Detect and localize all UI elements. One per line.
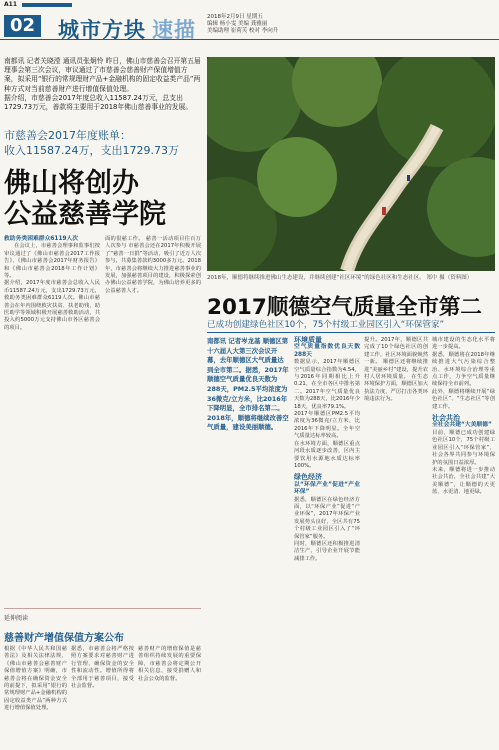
article1-lead: 南都讯 记者关晓滢 通讯员张炯怜 昨日，佛山市慈善会召开第五届理事会第三次会议，审议通过了市慈善会慈善财产保值增值方案，拟采用“银行的常规理财产品+金融机构的固定收益类产品”两种方式对当前慈善财产进行增值保值处理。 据介绍，市慈善会2017年度总收入11587.24万元，总支出1729.73万元，善款将主要用于2018年佛山慈善事业的发展。 (4, 57, 201, 112)
article1-subhead: 市慈善会2017年度账单： 收入11587.24万，支出1729.73万 (4, 129, 179, 157)
page-title (58, 14, 196, 44)
article2-lead: 南都讯 记者岑龙基 顺德区第十六届人大第三次会议开幕，去年顺德区大气质量达到全市第二。据悉，2017年顺德空气质量优良天数为288天，PM2.5平均浓度为36微克/立方米，比2016年下降明显，全市排名第二。2018年，顺德将继续改善空气质量，建设美丽顺德。 (207, 337, 289, 432)
social-sub: 全社会共建“大美顺德” (432, 422, 492, 429)
article3-title: 慈善财产增值保值方案公布 (4, 633, 124, 644)
social-text: 目前，顺德已成功创建绿色社区10个，75个村级工业园区引入“环保管家”，社会各界共同参与环境保护的氛围日益浓厚。 未来，顺德将进一步推动社会共治，全社会共建“大美顺德”，让顺德的天更蓝、水更清、地更绿。 (432, 429, 495, 496)
meta-editors: 编辑 杨小雯 美编 龚雅丽 (207, 21, 268, 27)
photo-caption: 2018年，顺德将继续推进佛山生态建设，并继续创建“社区环境”的绿色社区和生态社区。 郑中 摄（资料图） (207, 275, 473, 281)
extended-rule (4, 608, 201, 609)
article2-col-b: 提升。2017年，顺德区共完成了10个绿色社区的创建工作，社区环境面貌焕然一新。 顺德区还将继续推进“美丽乡村”建设，提升农村人居环境质量。 在生态环境保护方面，顺德区加大执法力度，严厉打击各类环境违法行为。 (364, 337, 428, 403)
meta-date: 2018年2月9日 星期五 (207, 14, 263, 20)
top-strip (0, 0, 499, 9)
env-text: 数据显示，2017年顺德区空气质量综合指数为4.54，与2016年同期相比上升0.21，在全市各区中排名第二。2017年空气质量优良天数为288天，比2016年少18天，优良率79.1%。 2017年顺德区PM2.5平均浓度为36微克/立方米，比2016年下降明显。全年空气质量达标率较高。 在水环境方面，顺德区重点河段水质逐步改善，区内主要饮用水源地水质达标率100%。 (294, 359, 360, 469)
col-c-text: 城市建设的生态化水平将进一步提高。 据悉，顺德将在2018年继续推进大气污染综合整治、水环境综合治理等重点工作，力争空气质量继续保持全市前列。 此外，顺德将继续开展“绿色社区”、“生态社区”等创建工作。 (432, 337, 495, 410)
article2-subtitle: 已成功创建绿色社区10个，75个村级工业园区引入“环保管家” (207, 320, 445, 330)
article1-col1 (4, 236, 100, 332)
col1-text: 在会议上，市慈善会理事和监事们按审议通过了《佛山市慈善会2017工作报告》、《佛山市慈善会2017年财务报告》和《佛山市慈善会2018年工作计划》等。 据介绍，2017年度市慈善会总收入人民币11587.24万元，支出1729.73万元，救助务类困难群众6119人次。佛山市慈善会在年内围绕救灾扶贫、扶老助残、助医助学等领域积极开展慈善救助活动，共投入约5000万元支持佛山市各区慈善会的项目。 (4, 243, 100, 331)
extended-tag: 延伸阅读 (4, 615, 29, 622)
green-sub: 以“环保产业”促进“产业环保” (294, 481, 360, 496)
env-sub: 空气质量指数优良天数288天 (294, 344, 360, 358)
page-number: 02 (4, 15, 41, 37)
page-header (0, 10, 499, 40)
col1-heading: 救助务类困难群众6119人次 (4, 236, 79, 242)
article2-col-c (432, 337, 495, 497)
green-heading: 绿色经济 (294, 473, 322, 482)
article2-col-a (294, 337, 360, 563)
article3-col2: 据悉，市慈善会将严格按照方案要求对慈善财产进行管理，确保资金的安全性和流动性。增值所得将全部用于慈善项目，接受社会监督。 (71, 646, 134, 690)
article1-title: 佛山将创办 公益慈善学院 (4, 168, 166, 230)
article3-col3: 慈善财产的增值保值是慈善组织持续发展的重要保障，市慈善会将定期公开相关信息，接受捐赠人和社会公众的监督。 (138, 646, 201, 682)
section-code: A11 (4, 1, 17, 8)
header-meta (207, 14, 278, 35)
green-text: 据悉，顺德区在绿色经济方面，以“环保产业”促进“产业环保”，2017年环保产业发展势头良好，全区共有75个村级工业园区引入了“环保管家”服务。 同时，顺德区还积极推进清洁生产，引导企业开展节能减排工作。 (294, 496, 360, 562)
park-photo (207, 57, 495, 271)
title-main: 城市方块 (58, 18, 146, 42)
section-bar (22, 3, 72, 7)
meta-designers: 美编助理 崔荷芙 校对 李向升 (207, 28, 279, 34)
article1-col2: 面的很慈工作。 慈善一活动项目往百万人次参与 市慈善会还在2017年积极开展了“慈善一日捐”等活动，吸引了近万人次参与，共募集善款约3000多万元。2018年，市慈善会将继续大力推进慈善事业的发展，加强慈善项目的建设，积极探索创办佛山公益慈善学院，为佛山培养更多的公益慈善人才。 (105, 236, 201, 294)
social-heading: 社会共治 (432, 414, 460, 423)
article3-col1: 根据《中华人民共和国慈善法》及相关法律法规，《佛山市慈善会慈善财产保值增值方案》明确，市慈善会将在确保资金安全的前提下，拟采用“银行的常规理财产品+金融机构的固定收益类产品”两种方式进行增值保值处理。 (4, 646, 67, 712)
env-heading: 环境质量 (294, 336, 322, 344)
title-sub: 速描 (152, 18, 196, 42)
article2-title: 2017顺德空气质量全市第二 (207, 295, 482, 320)
article2-rule (207, 332, 495, 333)
